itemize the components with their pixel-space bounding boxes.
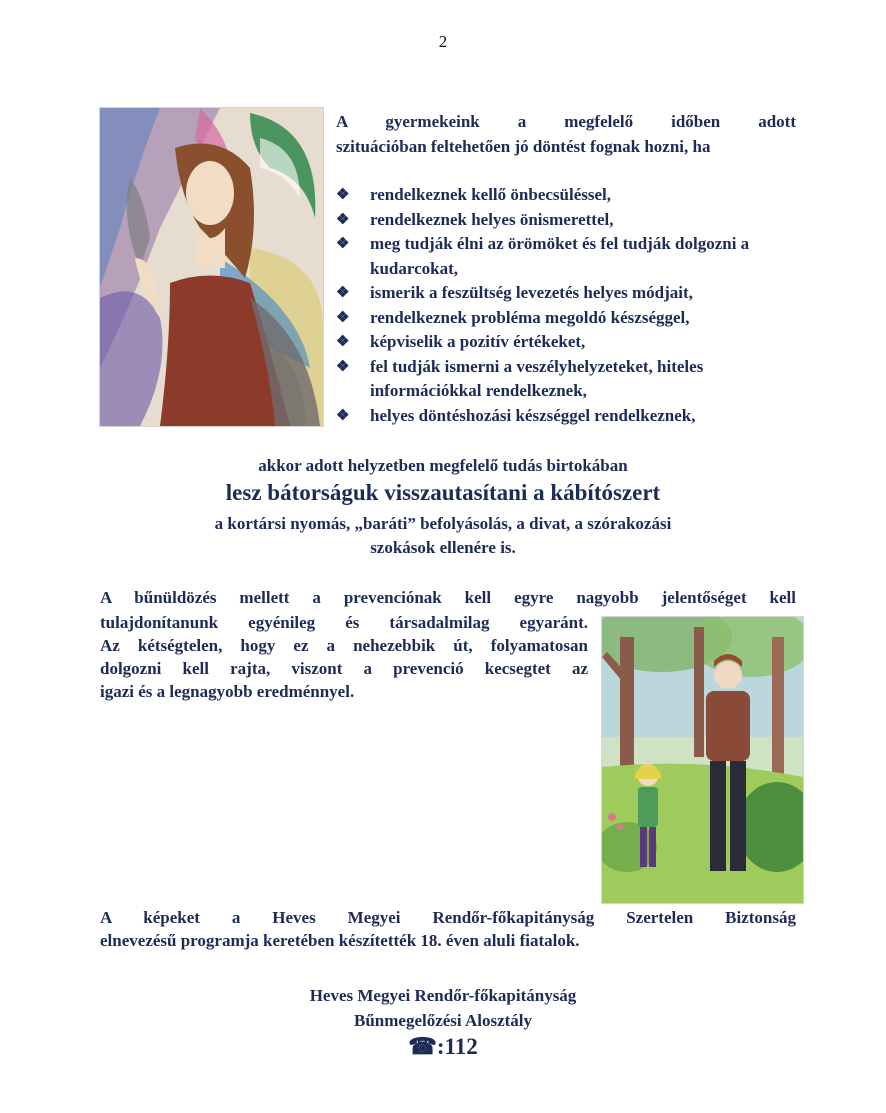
prevention-line-5: igazi és a legnagyobb eredménnyel. — [100, 682, 355, 701]
credits-line-2: elnevezésű programja keretében készítették 18. éven aluli fiatalok. — [100, 931, 580, 950]
center-line-3: a kortársi nyomás, „baráti” befolyásolás, a divat, a szórakozási — [214, 514, 672, 533]
conditions-list — [336, 183, 806, 428]
page-number: 2 — [438, 32, 448, 51]
list-item: ❖ helyes döntéshozási készséggel rendelkeznek, — [336, 404, 806, 429]
diamond-bullet-icon: ❖ — [336, 407, 350, 424]
intro-line-1: A gyermekeink a megfelelő időben adott — [336, 112, 796, 131]
drawing-forest-image — [601, 616, 804, 904]
diamond-bullet-icon: ❖ — [336, 211, 350, 228]
credits-line-1: A képeket a Heves Megyei Rendőr-főkapitányság Szertelen Biztonság — [100, 908, 796, 927]
prevention-line-4: dolgozni kell rajta, viszont a prevenció kecsegtet az — [100, 659, 588, 678]
diamond-bullet-icon: ❖ — [336, 334, 350, 350]
list-item: ❖ meg tudják élni az örömöket és fel tudják dolgozni a kudarcokat, — [336, 234, 750, 278]
drawing-woman-svg — [100, 108, 323, 426]
center-line-4: szokások ellenére is. — [370, 538, 516, 557]
list-item: ❖ rendelkeznek helyes önismerettel, — [336, 208, 806, 233]
list-item: ❖ rendelkeznek kellő önbecsüléssel, — [336, 183, 806, 208]
prevention-paragraph — [100, 611, 588, 703]
diamond-bullet-icon: ❖ — [336, 236, 350, 252]
intro-line-rest: szituációban feltehetően jó döntést fognak hozni, ha — [336, 136, 711, 156]
intro-paragraph — [336, 110, 796, 159]
prevention-line-1: A bűnüldözés mellett a prevenciónak kell egyre nagyobb jelentőséget kell — [100, 588, 796, 607]
diamond-bullet-icon: ❖ — [336, 285, 350, 301]
prevention-line-3: Az kétségtelen, hogy ez a nehezebbik út, folyamatosan — [100, 636, 588, 655]
credits-paragraph — [100, 906, 796, 952]
prevention-line-2: tulajdonítanunk egyénileg és társadalmilag egyaránt. — [100, 613, 588, 632]
phone-number: :112 — [436, 1034, 478, 1059]
list-item: ❖ fel tudják ismerni a veszélyhelyzeteket, hiteles információkkal rendelkeznek, — [336, 356, 704, 400]
diamond-bullet-icon: ❖ — [336, 309, 350, 326]
center-headline: lesz bátorságuk visszautasítani a kábítószert — [225, 480, 661, 505]
footer-unit: Bűnmegelőzési Alosztály — [353, 1011, 532, 1030]
diamond-bullet-icon: ❖ — [336, 187, 350, 203]
phone-icon: ☎ — [408, 1034, 437, 1059]
list-item: ❖ ismerik a feszültség levezetés helyes módjait, — [336, 281, 806, 306]
list-item: ❖ képviselik a pozitív értékeket, — [336, 330, 806, 355]
center-line-1: akkor adott helyzetben megfelelő tudás birtokában — [258, 456, 628, 475]
footer-phone — [0, 1034, 886, 1060]
drawing-forest-svg — [602, 617, 803, 903]
list-item: ❖ rendelkeznek probléma megoldó készséggel, — [336, 306, 806, 331]
diamond-bullet-icon: ❖ — [336, 358, 350, 375]
footer-org: Heves Megyei Rendőr-főkapitányság — [309, 986, 577, 1005]
drawing-woman-image — [99, 107, 324, 427]
